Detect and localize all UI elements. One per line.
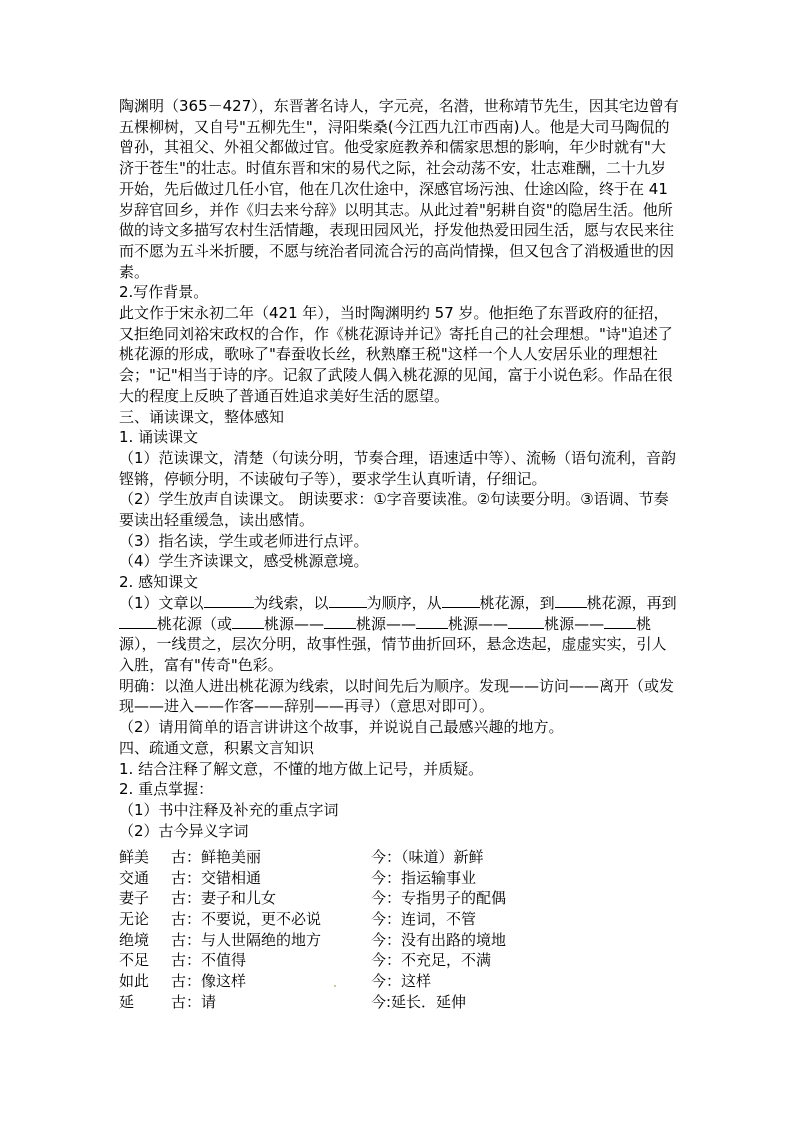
q-part: 为顺序，从 xyxy=(366,593,442,612)
blank-line xyxy=(508,614,544,629)
vocab-ancient: 古：交错相通 xyxy=(171,868,262,887)
answer-text: 明确：以渔人进出桃花源为线索，以时间先后为顺序。发现——访问——离开（或发现——进入——作客——辞别——再寻）（意思对即可）。 xyxy=(119,676,675,716)
lesson-text xyxy=(119,96,679,841)
blank-line xyxy=(204,593,254,608)
key-points-item-1: （1）书中注释及补充的重点字词 xyxy=(119,800,339,819)
vocab-row xyxy=(119,909,679,930)
vocab-term: 不足 xyxy=(119,951,150,970)
reading-step-1: （1）范读课文，清楚（句读分明，节奏合理，语速适中等）、流畅（语句流利，音韵铿锵，停顿分明，不读破句子等），要求学生认真听请，仔细记。 xyxy=(119,448,677,488)
reading-step-4: （4）学生齐读课文，感受桃源意境。 xyxy=(119,552,369,571)
q-part: 桃花源（或 xyxy=(157,614,233,633)
key-points-heading: 2. 重点掌握： xyxy=(119,780,214,799)
vocab-term: 交通 xyxy=(119,868,150,887)
author-bio: 陶渊明（365－427），东晋著名诗人，字元亮，名潜，世称靖节先生，因其宅边曾有五棵柳树，又自号"五柳先生"，浔阳柴桑(今江西九江市西南)人。他是大司马陶侃的曾孙，其祖父、外祖父都做过官。他受家庭教养和儒家思想的影响，年少时就有"大济于苍生"的壮志。时值东晋和宋的易代之际，社会动荡不安，壮志难酬，二十九岁开始，先后做过几任小官，他在几次仕途中，深感官场污浊、仕途凶险，终于在 41 岁辞官回乡，并作《归去来兮辞》以明其志。从此过着"躬耕自资"的隐居生活。他所做的诗文多描写农村生活情趣，表现田园风光，抒发他热爱田园生活，愿与农民来往而不愿为五斗米折腰，不愿与统治者同流合污的高尚情操，但又包含了消极遁世的因素。 xyxy=(119,97,679,281)
vocab-modern: 今：这样 xyxy=(371,972,432,991)
vocab-modern: 今：指运输事业 xyxy=(371,868,477,887)
reading-heading: 1. 诵读课文 xyxy=(119,428,199,447)
q-part: 桃源—— xyxy=(544,614,605,633)
q-part: 桃源—— xyxy=(264,614,325,633)
blank-line xyxy=(329,593,367,608)
annotation-instruction: 1. 结合注释了解文意，不懂的地方做上记号，并质疑。 xyxy=(119,759,484,778)
vocab-term: 妻子 xyxy=(119,889,150,908)
vocab-ancient: 古：像这样 xyxy=(171,972,247,991)
reading-step-2: （2）学生放声自读课文。 朗读要求：①字音要读准。②句读要分明。③语调、节奏要读出轻重缓急，读出感情。 xyxy=(119,490,669,530)
q-part: 为线索，以 xyxy=(253,593,329,612)
vocab-ancient: 古：不要说，更不必说 xyxy=(171,910,322,929)
blank-line xyxy=(416,614,448,629)
vocab-row xyxy=(119,847,679,868)
vocab-term: 绝境 xyxy=(119,930,150,949)
q-part: 桃花源，再到 xyxy=(586,593,677,612)
stray-mark xyxy=(334,985,336,987)
section-four-heading: 四、疏通文意，积累文言知识 xyxy=(119,738,315,757)
section-writing-background-heading: 2.写作背景。 xyxy=(119,283,209,302)
vocab-modern: 今:延长．延伸 xyxy=(371,992,467,1011)
blank-line xyxy=(119,614,157,629)
vocab-term: 无论 xyxy=(119,910,150,929)
vocab-row xyxy=(119,950,679,971)
vocab-ancient: 古：鲜艳美丽 xyxy=(171,848,262,866)
key-points-item-2: （2）古今异义字词 xyxy=(119,821,249,840)
blank-line xyxy=(232,614,264,629)
q-part: 桃源），一线贯之，层次分明，故事性强，情节曲折回环，悬念迭起，虚虚实实，引人入胜，富有"传奇"色彩。 xyxy=(119,614,667,674)
q-part: 桃源—— xyxy=(448,614,509,633)
blank-line xyxy=(555,593,587,608)
vocab-row xyxy=(119,888,679,909)
vocab-row xyxy=(119,971,679,992)
vocab-table xyxy=(119,847,679,1013)
vocab-modern: 今：没有出路的境地 xyxy=(371,930,507,949)
perceive-heading: 2. 感知课文 xyxy=(119,573,199,592)
vocab-ancient: 古：请 xyxy=(171,992,217,1011)
vocab-row xyxy=(119,868,679,889)
blank-line xyxy=(324,614,356,629)
story-question: （2）请用简单的语言讲讲这个故事，并说说自己最感兴趣的地方。 xyxy=(119,718,564,737)
fill-in-question xyxy=(119,593,679,676)
q-part: （1）文章以 xyxy=(119,593,204,612)
q-part: 桃源—— xyxy=(356,614,417,633)
vocab-row xyxy=(119,992,679,1013)
blank-line xyxy=(442,593,480,608)
section-three-heading: 三、诵读课文，整体感知 xyxy=(119,407,285,426)
q-part: 桃花源，到 xyxy=(479,593,555,612)
vocab-modern: 今：不充足，不满 xyxy=(371,951,492,970)
vocab-modern: 今：专指男子的配偶 xyxy=(371,889,507,908)
vocab-term: 如此 xyxy=(119,972,150,991)
vocab-row xyxy=(119,930,679,951)
vocab-ancient: 古：妻子和儿女 xyxy=(171,889,277,908)
vocab-term: 鲜美 xyxy=(119,848,150,866)
vocab-modern: 今：（味道）新鲜 xyxy=(371,848,484,866)
reading-step-3: （3）指名读，学生或老师进行点评。 xyxy=(119,531,369,550)
vocab-ancient: 古：与人世隔绝的地方 xyxy=(171,930,322,949)
blank-line xyxy=(604,614,636,629)
vocab-modern: 今：连词，不管 xyxy=(371,910,477,929)
vocab-term: 延 xyxy=(119,992,135,1011)
vocab-ancient: 古：不值得 xyxy=(171,951,247,970)
writing-background: 此文作于宋永初二年（421 年），当时陶渊明约 57 岁。他拒绝了东晋政府的征招，又拒绝同刘裕宋政权的合作，作《桃花源诗并记》寄托自己的社会理想。"诗"追述了桃花源的形成，歌咏了"春蚕收长丝，秋熟靡王税"这样一个人人安居乐业的理想社会；"记"相当于诗的序。记叙了武陵人偶入桃花源的见闻，富于小说色彩。作品在很大的程度上反映了普通百姓追求美好生活的愿望。 xyxy=(119,304,673,405)
